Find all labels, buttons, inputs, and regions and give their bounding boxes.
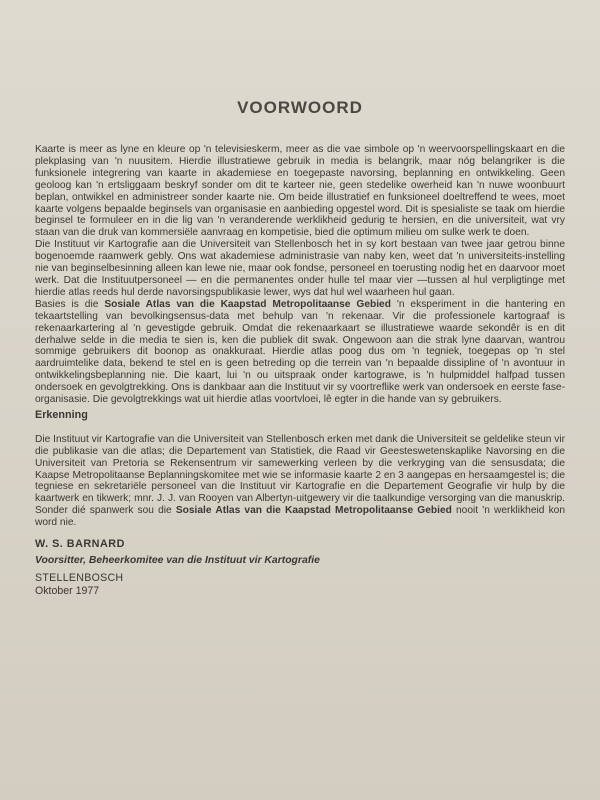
paragraph-2: Die Instituut vir Kartografie aan die Universiteit van Stellenbosch het in sy kort bestaan van twee jaar getrou binne bogenoemde raamwerk gebly. Ons wat akademiese administrasie van naby ken, weet dat 'n universiteits-instelling nie van beginselbesinning alleen kan lewe nie, maar ook fondse, personeel en toerusting nodig het en daarvoor moet werk. Dat die Instituutpersoneel — en die permanentes onder hulle tel maar vier —tussen al hul verpligtinge met hierdie atlas reeds hul derde navorsingspublikasie lewer, wys dat hul wel waarheen hul gaan. xyxy=(35,239,565,298)
paragraph-3-start: Basies is die xyxy=(35,298,105,310)
acknowledgement-start: Die Instituut vir Kartografie van die Universiteit van Stellenbosch erken met dank die Universiteit se geldelike steun vir die publikasie van die atlas; die Departement van Statistiek, die Raad vir Geesteswetenskaplike Navorsing en die Universiteit van Pretoria se Rekensentrum vir samewerking verleen by die verkryging van die sensusdata; die Kaapse Metropolitaanse Beplanningskomitee met wie se informasie kaarte 2 en 3 aangepas en hersaamgestel is; die tegniese en sekretariële personeel van die Instituut vir Kartografie en die Departement Geografie vir hulp by die kaartwerk en tikwerk; mnr. J. J. van Rooyen van Albertyn-uitgewery vir die taalkundige versorging van die manuskrip. Sonder dié spanwerk sou die xyxy=(35,433,566,517)
acknowledgement-paragraph xyxy=(35,434,565,529)
paragraph-3 xyxy=(35,299,565,406)
signature-place: STELLENBOSCH xyxy=(35,571,124,584)
paragraph-1: Kaarte is meer as lyne en kleure op 'n televisieskerm, meer as die vae simbole op 'n weervoorspellingskaart en die plekplasing van 'n nuusitem. Hierdie illustratiewe gebruik in media is belangrik, maar nóg belangriker is die funksionele integrering van kaarte in akademiese en toegepaste navorsing, beplanning en ontwikkeling. Geen geoloog kan 'n ertsliggaam beskryf sonder om dit te karteer nie, geen stedelike owerheid kan 'n nuwe woonbuurt beplan, ontwikkel en administreer sonder kaarte nie. Om beide illustratief en funksioneel doeltreffend te wees, moet kaarte volgens bepaalde beginsels van organisasie en aanbieding opgestel word. Dit is spesialiste se taak om hierdie beginsel te formuleer en in die lig van 'n veranderende werklikheid gedurig te hersien, en die universiteit, wat vry staan van die druk van kommersiële aanvraag en kompetisie, bied die optimum milieu om sulke werk te doen. xyxy=(35,144,565,239)
signature-date: Oktober 1977 xyxy=(35,584,100,597)
atlas-title-emphasis: Sosiale Atlas van die Kaapstad Metropolitaanse Gebied xyxy=(104,298,391,310)
signatory-name: W. S. BARNARD xyxy=(35,538,125,551)
acknowledgement-heading: Erkenning xyxy=(35,408,88,421)
paragraph-3-rest: 'n eksperiment in die hantering en tekaartstelling van bevolkingsensus-data met behulp van 'n rekenaar. Vir die professionele kartograaf is rekenaarkartering al 'n gevestigde gebruik. Omdat die rekenaarkaart se illustratiewe waarde sekondêr is en dit derhalwe selde in die media te sien is, ken die publiek dit swak. Ongewoon aan die strak lyne daarvan, wantrou sommige gebruikers dit boonop as onakkuraat. Hierdie atlas poog dus om 'n tegniek, toegepas op 'n stel aardruimtelike data, bekend te stel en is geen betreding op die terrein van 'n bepaalde dissipline of 'n avontuur in ontwikkelingsbeplanning nie. Die kaart, lui 'n ou uitspraak onder kartograwe, is 'n hulpmiddel halfpad tussen ondersoek en gevolgtrekking. Ons is dankbaar aan die Instituut vir sy voortreflike werk van ondersoek en eerste fase-organisasie. Die gevolgtrekkings wat uit hierdie atlas voortvloei, lê egter in die hande van sy gebruikers. xyxy=(35,298,565,406)
acknowledgement-end: nooit 'n werklikheid kon word nie. xyxy=(35,505,566,529)
page-title: VOORWOORD xyxy=(237,98,363,117)
signatory-role: Voorsitter, Beheerkomitee van die Instituut vir Kartografie xyxy=(35,555,320,566)
atlas-title-emphasis-2: Sosiale Atlas van die Kaapstad Metropolitaanse Gebied xyxy=(175,505,452,517)
foreword-body xyxy=(35,144,565,598)
